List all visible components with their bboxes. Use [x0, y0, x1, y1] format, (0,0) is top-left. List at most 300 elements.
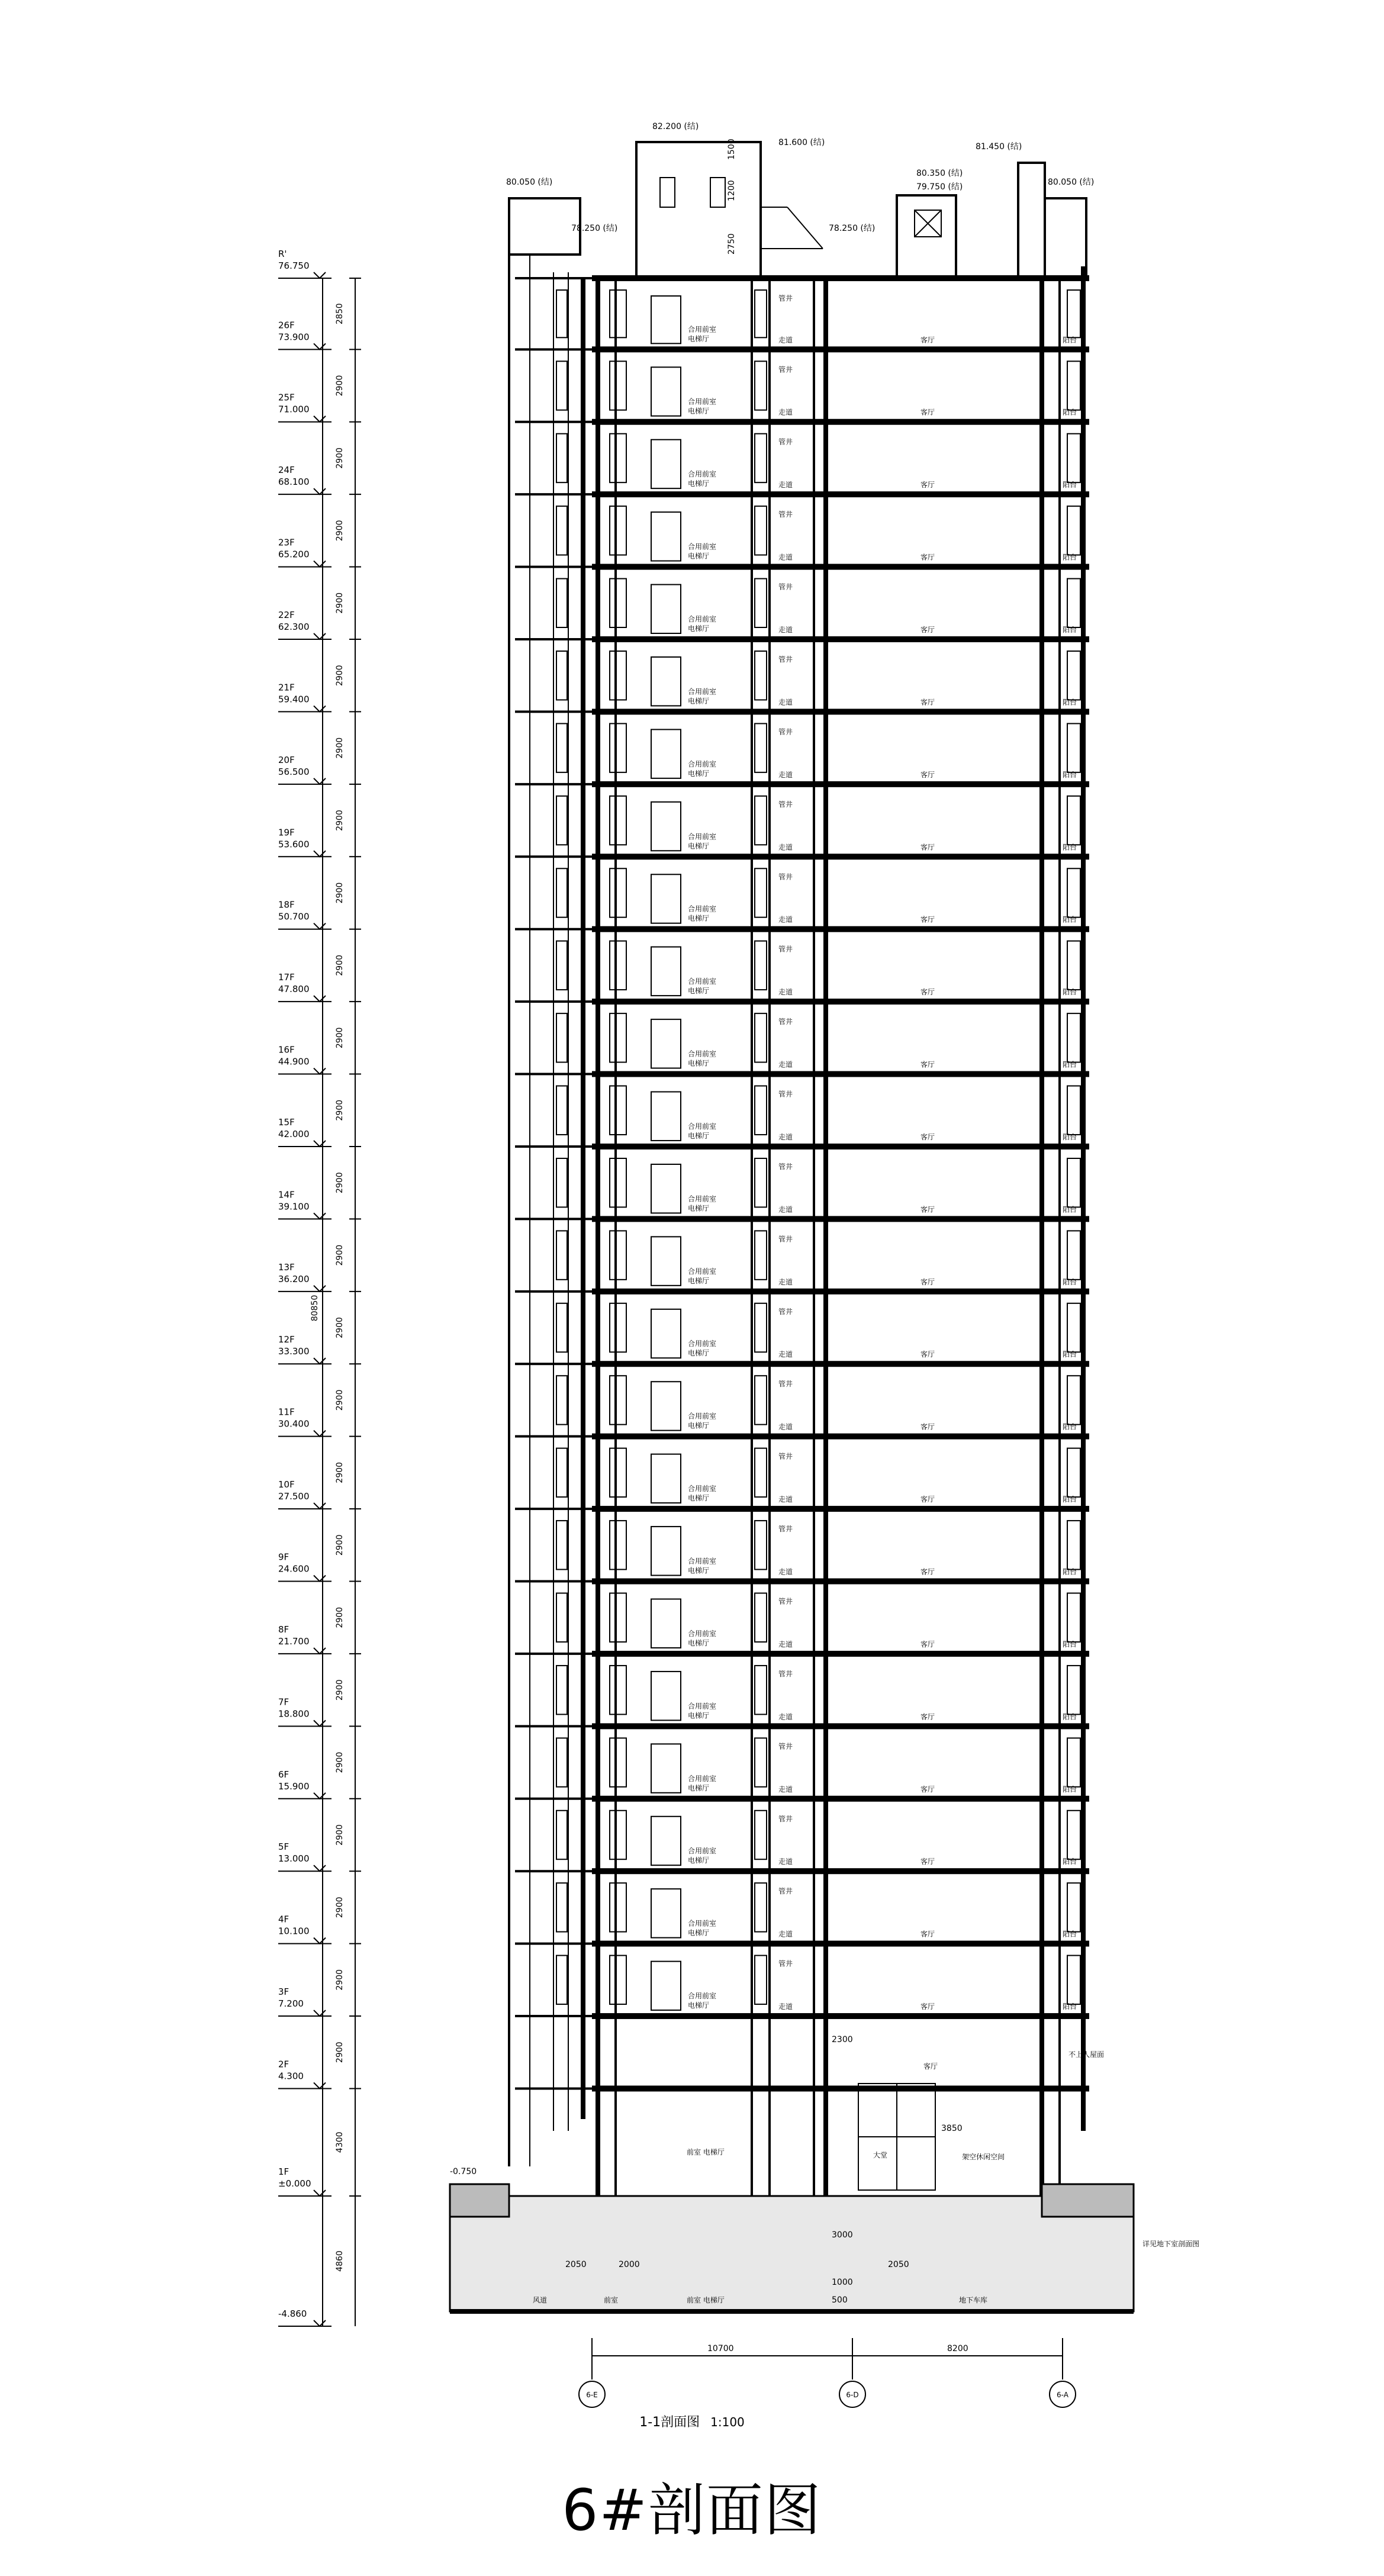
corridor-label: 走道: [778, 481, 793, 490]
section-label: 1-1剖面图: [639, 2415, 700, 2430]
elev-roof-left: 78.250 (结): [571, 224, 618, 233]
window: [755, 290, 767, 337]
floor-slab: [592, 1941, 1089, 1947]
lobby-label: 电梯厅: [688, 1204, 710, 1213]
lobby-label: 合用前室: [688, 1122, 717, 1131]
balcony-railing: [1067, 1086, 1080, 1135]
span-2: 8200: [947, 2344, 968, 2353]
lobby-label: 合用前室: [688, 1774, 717, 1783]
floor-height: 2900: [335, 665, 345, 687]
floor-slab: [592, 1144, 1089, 1149]
span-1: 10700: [707, 2344, 734, 2353]
floor-height: 2900: [335, 1027, 345, 1049]
total-height-label: 80850: [310, 1295, 320, 1322]
shaft-label: 管井: [778, 294, 793, 302]
balcony-railing: [1067, 1956, 1080, 2004]
window: [610, 868, 626, 917]
lobby-label: 合用前室: [688, 1485, 717, 1493]
lobby-label: 合用前室: [688, 759, 717, 768]
floor-height: 4300: [335, 2131, 345, 2153]
floor-slab: [592, 1071, 1089, 1077]
level-triangle: [314, 1938, 326, 1944]
shaft-label: 管井: [778, 582, 793, 591]
dim-d8: 2300: [832, 2035, 853, 2044]
level-triangle: [314, 343, 326, 349]
dim-d5: 500: [832, 2295, 848, 2305]
corridor-label: 走道: [778, 1785, 793, 1793]
lobby-label: 合用前室: [688, 1629, 717, 1638]
balcony-railing: [1067, 1521, 1080, 1569]
floor-slab: [592, 781, 1089, 787]
grid-label-1: 6-E: [586, 2391, 598, 2399]
balcony-label: 阳台: [1063, 1277, 1077, 1286]
window: [755, 434, 767, 482]
balcony-railing: [1067, 723, 1080, 772]
window: [755, 1376, 767, 1424]
window: [610, 1303, 626, 1352]
floor-height: 2900: [335, 1606, 345, 1628]
corridor-label: 走道: [778, 770, 793, 779]
facade-panel: [556, 1521, 567, 1569]
shaft-label: 管井: [778, 945, 793, 954]
facade-panel: [556, 941, 567, 990]
elevator-door: [651, 1019, 681, 1068]
elevator-door: [651, 1382, 681, 1430]
level-name: 4F: [278, 1914, 289, 1925]
lobby-label: 合用前室: [688, 832, 717, 841]
ground-level-label: -0.750: [450, 2167, 477, 2176]
floor-slab: [592, 1868, 1089, 1874]
level-triangle: [314, 1141, 326, 1147]
lobby-label: 电梯厅: [688, 1349, 710, 1358]
lobby-label: 合用前室: [688, 325, 717, 334]
elevator-door: [651, 512, 681, 561]
level-elevation: 15.900: [278, 1780, 310, 1792]
roof-dim-2: 1200: [727, 180, 736, 201]
level-name: 3F: [278, 1986, 289, 1998]
elevator-door: [651, 729, 681, 778]
level-name: 17F: [278, 972, 295, 983]
ground-space: 架空休闲空间: [962, 2153, 1005, 2161]
level-triangle: [314, 2320, 326, 2326]
lobby-label: 电梯厅: [688, 334, 710, 343]
level-elevation: 50.700: [278, 911, 310, 922]
floor-slab: [592, 2013, 1089, 2019]
lobby-label: 电梯厅: [688, 914, 710, 923]
elev-roof-mid: 78.250 (结): [829, 224, 876, 233]
lobby-label: 电梯厅: [688, 1276, 710, 1285]
elev-tank-inner: 79.750 (结): [916, 182, 963, 192]
living-label: 客厅: [920, 915, 935, 924]
shaft-label: 管井: [778, 1959, 793, 1968]
balcony-railing: [1067, 1013, 1080, 1062]
elevator-door: [651, 874, 681, 923]
level-elevation: 71.000: [278, 404, 310, 415]
living-label: 客厅: [920, 1930, 935, 1939]
level-name: 20F: [278, 754, 295, 765]
window: [755, 941, 767, 990]
left-facade: [509, 255, 583, 2166]
window: [610, 361, 626, 410]
elevator-door: [651, 1817, 681, 1865]
window: [610, 1013, 626, 1062]
shaft-label: 管井: [778, 1307, 793, 1316]
corridor-label: 走道: [778, 336, 793, 344]
level-elevation: -4.860: [278, 2308, 307, 2319]
corridor-label: 走道: [778, 408, 793, 417]
balcony-label: 阳台: [1063, 626, 1077, 635]
level-elevation: 30.400: [278, 1418, 310, 1429]
lobby-label: 电梯厅: [688, 1421, 710, 1430]
balcony-railing: [1067, 796, 1080, 845]
facade-panel: [556, 1086, 567, 1135]
lobby-label: 电梯厅: [688, 842, 710, 851]
level-triangle: [314, 1431, 326, 1437]
window: [755, 1593, 767, 1642]
roof-structures: [509, 142, 1086, 278]
basement-note: 详见地下室剖面图: [1142, 2240, 1200, 2248]
level-name: 14F: [278, 1189, 295, 1200]
level-name: 25F: [278, 392, 295, 403]
window: [610, 1593, 626, 1642]
level-elevation: 24.600: [278, 1563, 310, 1574]
lobby-label: 电梯厅: [688, 2001, 710, 2010]
lobby-label: 合用前室: [688, 1049, 717, 1058]
window: [755, 868, 767, 917]
facade-panel: [556, 868, 567, 917]
shaft-label: 管井: [778, 872, 793, 881]
lobby-label: 合用前室: [688, 1339, 717, 1348]
corridor-label: 走道: [778, 1930, 793, 1939]
level-triangle: [314, 561, 326, 567]
level-elevation: 42.000: [278, 1128, 310, 1139]
facade-panel: [556, 506, 567, 555]
window: [610, 723, 626, 772]
lobby-label: 电梯厅: [688, 1566, 710, 1575]
facade-panel: [556, 796, 567, 845]
level-triangle: [314, 1648, 326, 1654]
floor-height: 2900: [335, 1679, 345, 1701]
level-name: R': [278, 249, 287, 259]
elevator-door: [651, 1599, 681, 1648]
elevator-door: [651, 802, 681, 851]
level-name: 5F: [278, 1841, 289, 1853]
window: [610, 579, 626, 627]
level-elevation: 18.800: [278, 1708, 310, 1720]
elevator-door: [651, 947, 681, 996]
lobby-label: 合用前室: [688, 1992, 717, 2001]
floor-height: 2900: [335, 1824, 345, 1846]
level-elevation: 4.300: [278, 2071, 304, 2082]
lobby-label: 合用前室: [688, 977, 717, 986]
balcony-label: 阳台: [1063, 988, 1077, 997]
window: [755, 651, 767, 700]
elevator-door: [651, 440, 681, 488]
balcony-railing: [1067, 1376, 1080, 1424]
window: [610, 1231, 626, 1279]
living-label: 客厅: [920, 1350, 935, 1359]
facade-panel: [556, 434, 567, 482]
window: [610, 1521, 626, 1569]
balcony-label: 阳台: [1063, 698, 1077, 707]
window: [755, 506, 767, 555]
window: [755, 1956, 767, 2004]
level-elevation: 36.200: [278, 1273, 310, 1284]
corridor-label: 走道: [778, 1205, 793, 1214]
balcony-label: 阳台: [1063, 1930, 1077, 1939]
floor-height: 2900: [335, 375, 345, 397]
window: [755, 723, 767, 772]
window: [755, 1883, 767, 1931]
floor-slab: [592, 1651, 1089, 1657]
floor-slab: [592, 491, 1089, 497]
balcony-label: 阳台: [1063, 1422, 1077, 1431]
lobby-label: 电梯厅: [688, 987, 710, 996]
lobby-label: 电梯厅: [688, 1494, 710, 1503]
elev-machine-top: 82.200 (结): [652, 122, 699, 131]
living-label: 客厅: [920, 1060, 935, 1069]
facade-panel: [556, 1883, 567, 1931]
level-name: 6F: [278, 1769, 289, 1780]
shaft-label: 管井: [778, 1235, 793, 1244]
balcony-railing: [1067, 1593, 1080, 1642]
window: [610, 1956, 626, 2004]
balcony-railing: [1067, 1303, 1080, 1352]
level-elevation: 47.800: [278, 984, 310, 995]
level-elevation: 73.900: [278, 331, 310, 343]
grid-label-2: 6-D: [846, 2391, 859, 2399]
shaft-label: 管井: [778, 1525, 793, 1534]
facade-panel: [556, 1013, 567, 1062]
elevator-door: [651, 657, 681, 706]
window: [755, 1448, 767, 1497]
facade-panel: [556, 579, 567, 627]
balcony-railing: [1067, 941, 1080, 990]
floor-height: 2850: [335, 303, 345, 324]
balcony-railing: [1067, 506, 1080, 555]
living-label: 客厅: [920, 626, 935, 635]
window: [755, 1158, 767, 1207]
dim-d2: 2000: [619, 2260, 640, 2269]
level-name: 2F: [278, 2059, 289, 2070]
floor-slab: [592, 1289, 1089, 1295]
shaft-label: 管井: [778, 655, 793, 664]
ground-living: 客厅: [923, 2062, 938, 2071]
level-triangle: [314, 923, 326, 929]
living-label: 客厅: [920, 1712, 935, 1721]
balcony-label: 阳台: [1063, 915, 1077, 924]
building-walls: [598, 266, 1083, 2196]
level-elevation: 59.400: [278, 694, 310, 705]
window: [755, 361, 767, 410]
window: [610, 1086, 626, 1135]
lobby-label: 电梯厅: [688, 1638, 710, 1647]
floor-slab: [592, 1361, 1089, 1367]
floor-height: 2900: [335, 1172, 345, 1194]
living-label: 客厅: [920, 1857, 935, 1866]
shaft-label: 管井: [778, 437, 793, 446]
level-elevation: 65.200: [278, 549, 310, 560]
facade-panel: [556, 290, 567, 337]
floor-slab: [592, 346, 1089, 352]
level-triangle: [314, 633, 326, 639]
living-label: 客厅: [920, 988, 935, 997]
floor-slab: [592, 2085, 1089, 2091]
corridor-label: 走道: [778, 1712, 793, 1721]
lobby-label: 电梯厅: [688, 1783, 710, 1792]
level-name: 15F: [278, 1116, 295, 1128]
level-elevation: 56.500: [278, 766, 310, 777]
window: [610, 651, 626, 700]
facade-panel: [556, 723, 567, 772]
shaft-label: 管井: [778, 1090, 793, 1099]
living-label: 客厅: [920, 1785, 935, 1793]
level-triangle: [314, 1068, 326, 1074]
corridor-label: 走道: [778, 1132, 793, 1141]
living-label: 客厅: [920, 1132, 935, 1141]
elev-right-parapet: 80.050 (结): [1048, 178, 1095, 187]
ground-lobby: 前室 电梯厅: [687, 2148, 725, 2156]
floor-slab: [592, 1434, 1089, 1440]
window: [755, 1666, 767, 1714]
floor-height: 2900: [335, 1462, 345, 1483]
balcony-railing: [1067, 579, 1080, 627]
elevator-door: [651, 1164, 681, 1213]
window: [755, 1738, 767, 1786]
balcony-railing: [1067, 1666, 1080, 1714]
elev-machine-side: 81.600 (结): [778, 138, 825, 147]
level-elevation: 68.100: [278, 476, 310, 488]
shaft-label: 管井: [778, 1814, 793, 1823]
elevator-door: [651, 367, 681, 416]
level-triangle: [314, 1358, 326, 1364]
shaft-label: 管井: [778, 1380, 793, 1389]
window: [610, 1448, 626, 1497]
balcony-railing: [1067, 361, 1080, 410]
floor-height: 2900: [335, 1751, 345, 1773]
living-label: 客厅: [920, 1567, 935, 1576]
balcony-label: 阳台: [1063, 1785, 1077, 1793]
floor-height-dimension: [323, 278, 355, 2326]
floor-slab: [592, 999, 1089, 1004]
level-name: 22F: [278, 610, 295, 621]
balcony-label: 阳台: [1063, 553, 1077, 562]
facade-panel: [556, 1448, 567, 1497]
level-triangle: [314, 488, 326, 494]
corridor-label: 走道: [778, 1350, 793, 1359]
corridor-label: 走道: [778, 1567, 793, 1576]
balcony-railing: [1067, 1738, 1080, 1786]
level-triangle: [314, 778, 326, 784]
level-name: 18F: [278, 899, 295, 910]
room-labels: [556, 290, 1080, 2011]
floor-slab: [592, 709, 1089, 714]
window: [755, 1013, 767, 1062]
basement: [450, 2084, 1134, 2311]
living-label: 客厅: [920, 481, 935, 490]
window: [610, 1666, 626, 1714]
balcony-railing: [1067, 1231, 1080, 1279]
level-name: 21F: [278, 682, 295, 693]
level-triangle: [314, 1720, 326, 1726]
living-label: 客厅: [920, 770, 935, 779]
facade-panel: [556, 361, 567, 410]
elevator-door: [651, 1962, 681, 2010]
lobby-label: 合用前室: [688, 397, 717, 406]
living-label: 客厅: [920, 1205, 935, 1214]
level-triangle: [314, 2082, 326, 2088]
window: [755, 1086, 767, 1135]
corridor-label: 走道: [778, 1857, 793, 1866]
window: [755, 796, 767, 845]
corridor-label: 走道: [778, 1495, 793, 1504]
elevator-door: [651, 1309, 681, 1358]
lobby-label: 合用前室: [688, 687, 717, 696]
level-triangle: [314, 851, 326, 856]
level-elevation: 44.900: [278, 1056, 310, 1067]
level-elevation: 10.100: [278, 1925, 310, 1937]
scale-label: 1:100: [710, 2415, 745, 2429]
living-label: 客厅: [920, 1495, 935, 1504]
facade-panel: [556, 1376, 567, 1424]
dim-d1: 2050: [565, 2260, 587, 2269]
level-name: 9F: [278, 1551, 289, 1563]
elevator-door: [651, 1672, 681, 1720]
balcony-label: 阳台: [1063, 1567, 1077, 1576]
level-triangle: [314, 1793, 326, 1799]
floor-slab: [592, 1796, 1089, 1802]
lobby-label: 电梯厅: [688, 1856, 710, 1865]
corridor-label: 走道: [778, 1640, 793, 1648]
level-triangle: [314, 2190, 326, 2196]
balcony-label: 阳台: [1063, 1060, 1077, 1069]
living-label: 客厅: [920, 1277, 935, 1286]
facade-panel: [556, 1303, 567, 1352]
window: [610, 1738, 626, 1786]
balcony-label: 阳台: [1063, 336, 1077, 344]
lobby-label: 电梯厅: [688, 1928, 710, 1937]
level-elevation: 7.200: [278, 1998, 304, 2010]
balcony-label: 阳台: [1063, 1712, 1077, 1721]
level-triangle: [314, 1286, 326, 1292]
level-elevation: 39.100: [278, 1201, 310, 1212]
balcony-label: 阳台: [1063, 843, 1077, 852]
balcony-label: 阳台: [1063, 1495, 1077, 1504]
floor-height: 2900: [335, 1317, 345, 1338]
floor-slab: [592, 1579, 1089, 1585]
window: [755, 1521, 767, 1569]
living-label: 客厅: [920, 553, 935, 562]
floor-slab: [592, 1723, 1089, 1729]
floor-height: 2900: [335, 1896, 345, 1918]
floor-height: 2900: [335, 737, 345, 759]
elev-left-parapet: 80.050 (结): [506, 178, 553, 187]
living-label: 客厅: [920, 1640, 935, 1648]
balcony-railing: [1067, 868, 1080, 917]
shaft-label: 管井: [778, 1017, 793, 1026]
window: [610, 290, 626, 337]
lobby-label: 合用前室: [688, 904, 717, 913]
window: [755, 1811, 767, 1859]
corridor-label: 走道: [778, 2002, 793, 2011]
lobby-label: 合用前室: [688, 615, 717, 624]
balcony-label: 阳台: [1063, 1857, 1077, 1866]
balcony-label: 阳台: [1063, 2002, 1077, 2011]
window: [610, 1811, 626, 1859]
floor-height: 2900: [335, 1099, 345, 1121]
ground-hall: 大堂: [873, 2151, 888, 2159]
level-elevation: 62.300: [278, 622, 310, 633]
